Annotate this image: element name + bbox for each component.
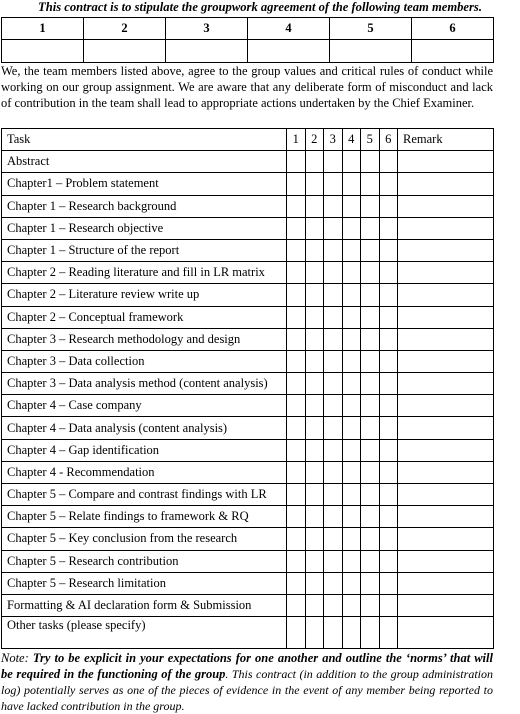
member-header-3: 3 <box>324 129 343 151</box>
task-label: Chapter 5 – Compare and contrast findings with LR <box>2 484 287 506</box>
task-member-cell[interactable] <box>305 550 324 572</box>
task-member-cell[interactable] <box>287 262 306 284</box>
task-member-cell[interactable] <box>305 173 324 195</box>
task-remark-cell[interactable] <box>398 572 494 594</box>
task-member-cell[interactable] <box>379 373 398 395</box>
task-member-cell[interactable] <box>342 528 361 550</box>
task-member-cell[interactable] <box>324 262 343 284</box>
member-name-cell[interactable] <box>412 40 494 63</box>
note-emphasis: Try to be explicit in your expectations for one another and outline the ‘norms’ that will be required in the functioning of the group <box>1 651 493 681</box>
task-row <box>2 239 494 261</box>
agreement-paragraph: We, the team members listed above, agree to the group values and critical rules of conduct while working on our group assignment. We are aware that any deliberate form of misconduct and lack of contribution in the team shall lead to appropriate actions undertaken by the Chief Examiner. <box>1 64 493 110</box>
task-member-cell[interactable] <box>342 594 361 616</box>
task-member-cell[interactable] <box>379 572 398 594</box>
task-remark-cell[interactable] <box>398 417 494 439</box>
task-member-cell[interactable] <box>324 395 343 417</box>
task-remark-cell[interactable] <box>398 151 494 173</box>
task-member-cell[interactable] <box>305 151 324 173</box>
task-member-cell[interactable] <box>379 173 398 195</box>
task-member-cell[interactable] <box>324 439 343 461</box>
remark-header: Remark <box>398 129 494 151</box>
member-col-6: 6 <box>412 18 494 40</box>
task-row <box>2 417 494 439</box>
member-header-4: 4 <box>342 129 361 151</box>
task-member-cell[interactable] <box>361 506 380 528</box>
member-col-1: 1 <box>2 18 84 40</box>
task-member-cell[interactable] <box>379 506 398 528</box>
task-member-cell[interactable] <box>305 217 324 239</box>
task-member-cell[interactable] <box>379 239 398 261</box>
task-label: Chapter 4 – Gap identification <box>2 439 287 461</box>
task-row <box>2 484 494 506</box>
task-remark-cell[interactable] <box>398 217 494 239</box>
task-member-cell[interactable] <box>342 373 361 395</box>
task-row <box>2 395 494 417</box>
task-member-cell[interactable] <box>379 417 398 439</box>
task-label: Chapter 2 – Literature review write up <box>2 284 287 306</box>
task-member-cell[interactable] <box>305 572 324 594</box>
member-name-cell[interactable] <box>84 40 166 63</box>
task-row <box>2 528 494 550</box>
task-member-cell[interactable] <box>324 506 343 528</box>
task-remark-cell[interactable] <box>398 461 494 483</box>
task-label: Chapter 2 – Conceptual framework <box>2 306 287 328</box>
task-label: Chapter 5 – Relate findings to framework & RQ <box>2 506 287 528</box>
task-member-cell[interactable] <box>379 550 398 572</box>
task-member-cell[interactable] <box>287 506 306 528</box>
task-member-cell[interactable] <box>361 151 380 173</box>
member-header-2: 2 <box>305 129 324 151</box>
task-member-cell[interactable] <box>342 195 361 217</box>
task-member-cell[interactable] <box>305 506 324 528</box>
task-remark-cell[interactable] <box>398 195 494 217</box>
task-member-cell[interactable] <box>287 528 306 550</box>
task-remark-cell[interactable] <box>398 306 494 328</box>
task-member-cell[interactable] <box>305 328 324 350</box>
member-name-cell[interactable] <box>2 40 84 63</box>
task-member-cell[interactable] <box>361 350 380 372</box>
task-member-cell[interactable] <box>361 528 380 550</box>
task-remark-cell[interactable] <box>398 173 494 195</box>
task-row <box>2 439 494 461</box>
task-member-cell[interactable] <box>342 484 361 506</box>
task-member-cell[interactable] <box>305 262 324 284</box>
task-member-cell[interactable] <box>361 262 380 284</box>
task-member-cell[interactable] <box>305 528 324 550</box>
task-member-cell[interactable] <box>379 306 398 328</box>
task-member-cell[interactable] <box>342 151 361 173</box>
task-member-cell[interactable] <box>287 461 306 483</box>
member-number-row <box>2 18 494 40</box>
task-remark-cell[interactable] <box>398 484 494 506</box>
task-row <box>2 262 494 284</box>
task-member-cell[interactable] <box>305 439 324 461</box>
task-member-cell[interactable] <box>361 461 380 483</box>
task-remark-cell[interactable] <box>398 528 494 550</box>
member-col-2: 2 <box>84 18 166 40</box>
note-paragraph <box>1 650 493 714</box>
task-member-cell[interactable] <box>287 484 306 506</box>
member-name-cell[interactable] <box>166 40 248 63</box>
task-member-cell[interactable] <box>305 306 324 328</box>
member-name-cell[interactable] <box>330 40 412 63</box>
task-row <box>2 572 494 594</box>
task-member-cell[interactable] <box>324 173 343 195</box>
task-member-cell[interactable] <box>324 217 343 239</box>
task-member-cell[interactable] <box>305 417 324 439</box>
task-remark-cell[interactable] <box>398 328 494 350</box>
task-member-cell[interactable] <box>379 617 398 649</box>
task-member-cell[interactable] <box>361 195 380 217</box>
task-member-cell[interactable] <box>379 528 398 550</box>
team-members-table <box>1 17 494 63</box>
task-label: Chapter 3 – Data collection <box>2 350 287 372</box>
task-row <box>2 594 494 616</box>
task-remark-cell[interactable] <box>398 439 494 461</box>
member-name-cell[interactable] <box>248 40 330 63</box>
task-member-cell[interactable] <box>342 461 361 483</box>
task-member-cell[interactable] <box>305 350 324 372</box>
task-row <box>2 284 494 306</box>
task-member-cell[interactable] <box>305 395 324 417</box>
task-label: Chapter 4 – Case company <box>2 395 287 417</box>
task-member-cell[interactable] <box>342 350 361 372</box>
task-remark-cell[interactable] <box>398 550 494 572</box>
task-member-cell[interactable] <box>361 217 380 239</box>
task-label: Chapter 5 – Research contribution <box>2 550 287 572</box>
task-member-cell[interactable] <box>305 239 324 261</box>
task-member-cell[interactable] <box>379 328 398 350</box>
task-member-cell[interactable] <box>324 306 343 328</box>
task-member-cell[interactable] <box>324 417 343 439</box>
task-member-cell[interactable] <box>287 195 306 217</box>
task-member-cell[interactable] <box>324 528 343 550</box>
task-member-cell[interactable] <box>324 594 343 616</box>
task-member-cell[interactable] <box>361 550 380 572</box>
task-member-cell[interactable] <box>287 617 306 649</box>
task-label: Other tasks (please specify) <box>2 617 287 649</box>
task-member-cell[interactable] <box>324 284 343 306</box>
task-member-cell[interactable] <box>305 461 324 483</box>
task-member-cell[interactable] <box>361 239 380 261</box>
task-member-cell[interactable] <box>379 284 398 306</box>
task-label: Chapter 5 – Research limitation <box>2 572 287 594</box>
task-member-cell[interactable] <box>361 439 380 461</box>
task-member-cell[interactable] <box>287 328 306 350</box>
task-label: Formatting & AI declaration form & Submission <box>2 594 287 616</box>
task-member-cell[interactable] <box>342 284 361 306</box>
task-member-cell[interactable] <box>342 395 361 417</box>
task-row <box>2 217 494 239</box>
task-member-cell[interactable] <box>287 151 306 173</box>
task-member-cell[interactable] <box>305 484 324 506</box>
task-remark-cell[interactable] <box>398 262 494 284</box>
task-member-cell[interactable] <box>379 217 398 239</box>
task-row <box>2 350 494 372</box>
task-member-cell[interactable] <box>287 395 306 417</box>
task-member-cell[interactable] <box>342 173 361 195</box>
task-label: Abstract <box>2 151 287 173</box>
task-label: Chapter 4 – Data analysis (content analysis) <box>2 417 287 439</box>
task-member-cell[interactable] <box>342 262 361 284</box>
task-member-cell[interactable] <box>379 439 398 461</box>
task-row <box>2 151 494 173</box>
task-member-cell[interactable] <box>305 284 324 306</box>
task-header: Task <box>2 129 287 151</box>
task-member-cell[interactable] <box>342 328 361 350</box>
task-member-cell[interactable] <box>379 461 398 483</box>
task-member-cell[interactable] <box>287 306 306 328</box>
task-member-cell[interactable] <box>342 417 361 439</box>
task-remark-cell[interactable] <box>398 373 494 395</box>
task-label: Chapter1 – Problem statement <box>2 173 287 195</box>
task-member-cell[interactable] <box>361 173 380 195</box>
task-member-cell[interactable] <box>379 484 398 506</box>
task-row <box>2 506 494 528</box>
task-member-cell[interactable] <box>324 572 343 594</box>
task-row <box>2 173 494 195</box>
task-member-cell[interactable] <box>342 439 361 461</box>
task-row <box>2 461 494 483</box>
task-member-cell[interactable] <box>361 284 380 306</box>
task-member-cell[interactable] <box>324 373 343 395</box>
task-member-cell[interactable] <box>287 417 306 439</box>
task-label: Chapter 2 – Reading literature and fill in LR matrix <box>2 262 287 284</box>
task-member-cell[interactable] <box>324 350 343 372</box>
task-member-cell[interactable] <box>305 594 324 616</box>
task-member-cell[interactable] <box>287 572 306 594</box>
member-header-5: 5 <box>361 129 380 151</box>
task-label: Chapter 5 – Key conclusion from the research <box>2 528 287 550</box>
task-member-cell[interactable] <box>305 617 324 649</box>
task-allocation-table <box>1 128 494 649</box>
task-member-cell[interactable] <box>324 151 343 173</box>
task-member-cell[interactable] <box>287 350 306 372</box>
task-member-cell[interactable] <box>342 617 361 649</box>
task-member-cell[interactable] <box>379 262 398 284</box>
contract-heading: This contract is to stipulate the groupwork agreement of the following team members. <box>38 0 482 14</box>
task-label: Chapter 4 - Recommendation <box>2 461 287 483</box>
task-member-cell[interactable] <box>324 461 343 483</box>
task-member-cell[interactable] <box>287 373 306 395</box>
task-member-cell[interactable] <box>287 173 306 195</box>
task-member-cell[interactable] <box>361 484 380 506</box>
task-label: Chapter 3 – Research methodology and design <box>2 328 287 350</box>
task-member-cell[interactable] <box>324 239 343 261</box>
task-member-cell[interactable] <box>305 195 324 217</box>
task-remark-cell[interactable] <box>398 506 494 528</box>
task-member-cell[interactable] <box>361 594 380 616</box>
task-member-cell[interactable] <box>361 617 380 649</box>
task-member-cell[interactable] <box>324 328 343 350</box>
task-member-cell[interactable] <box>379 350 398 372</box>
task-label: Chapter 1 – Research objective <box>2 217 287 239</box>
task-remark-cell[interactable] <box>398 594 494 616</box>
note-lead: Note: <box>1 651 33 665</box>
task-member-cell[interactable] <box>361 373 380 395</box>
task-member-cell[interactable] <box>379 594 398 616</box>
task-row <box>2 306 494 328</box>
task-member-cell[interactable] <box>342 239 361 261</box>
member-header-1: 1 <box>287 129 306 151</box>
task-member-cell[interactable] <box>342 550 361 572</box>
task-member-cell[interactable] <box>342 306 361 328</box>
task-remark-cell[interactable] <box>398 284 494 306</box>
member-col-4: 4 <box>248 18 330 40</box>
task-member-cell[interactable] <box>361 572 380 594</box>
task-row <box>2 373 494 395</box>
note-rest: . This contract (in addition to the group administration log) potentially serves as one of the pieces of evidence in the event of any member being reported to have lacked contribution in the group. <box>1 667 493 713</box>
task-member-cell[interactable] <box>287 284 306 306</box>
member-col-3: 3 <box>166 18 248 40</box>
task-member-cell[interactable] <box>287 439 306 461</box>
task-member-cell[interactable] <box>305 373 324 395</box>
member-name-row <box>2 40 494 63</box>
task-row <box>2 550 494 572</box>
task-remark-cell[interactable] <box>398 395 494 417</box>
task-member-cell[interactable] <box>324 195 343 217</box>
task-member-cell[interactable] <box>342 572 361 594</box>
task-member-cell[interactable] <box>324 484 343 506</box>
task-row <box>2 328 494 350</box>
task-member-cell[interactable] <box>379 395 398 417</box>
task-member-cell[interactable] <box>379 195 398 217</box>
task-row <box>2 195 494 217</box>
task-member-cell[interactable] <box>287 239 306 261</box>
task-member-cell[interactable] <box>287 550 306 572</box>
task-label: Chapter 1 – Research background <box>2 195 287 217</box>
member-header-6: 6 <box>379 129 398 151</box>
task-member-cell[interactable] <box>324 617 343 649</box>
task-label: Chapter 3 – Data analysis method (content analysis) <box>2 373 287 395</box>
task-member-cell[interactable] <box>361 395 380 417</box>
task-label: Chapter 1 – Structure of the report <box>2 239 287 261</box>
task-member-cell[interactable] <box>287 594 306 616</box>
task-table-header <box>2 129 494 151</box>
task-remark-cell[interactable] <box>398 239 494 261</box>
task-remark-cell[interactable] <box>398 350 494 372</box>
task-member-cell[interactable] <box>287 217 306 239</box>
task-member-cell[interactable] <box>361 417 380 439</box>
task-member-cell[interactable] <box>342 217 361 239</box>
task-row <box>2 617 494 649</box>
task-remark-cell[interactable] <box>398 617 494 649</box>
task-member-cell[interactable] <box>342 506 361 528</box>
task-member-cell[interactable] <box>379 151 398 173</box>
task-member-cell[interactable] <box>361 306 380 328</box>
task-member-cell[interactable] <box>361 328 380 350</box>
task-member-cell[interactable] <box>324 550 343 572</box>
member-col-5: 5 <box>330 18 412 40</box>
